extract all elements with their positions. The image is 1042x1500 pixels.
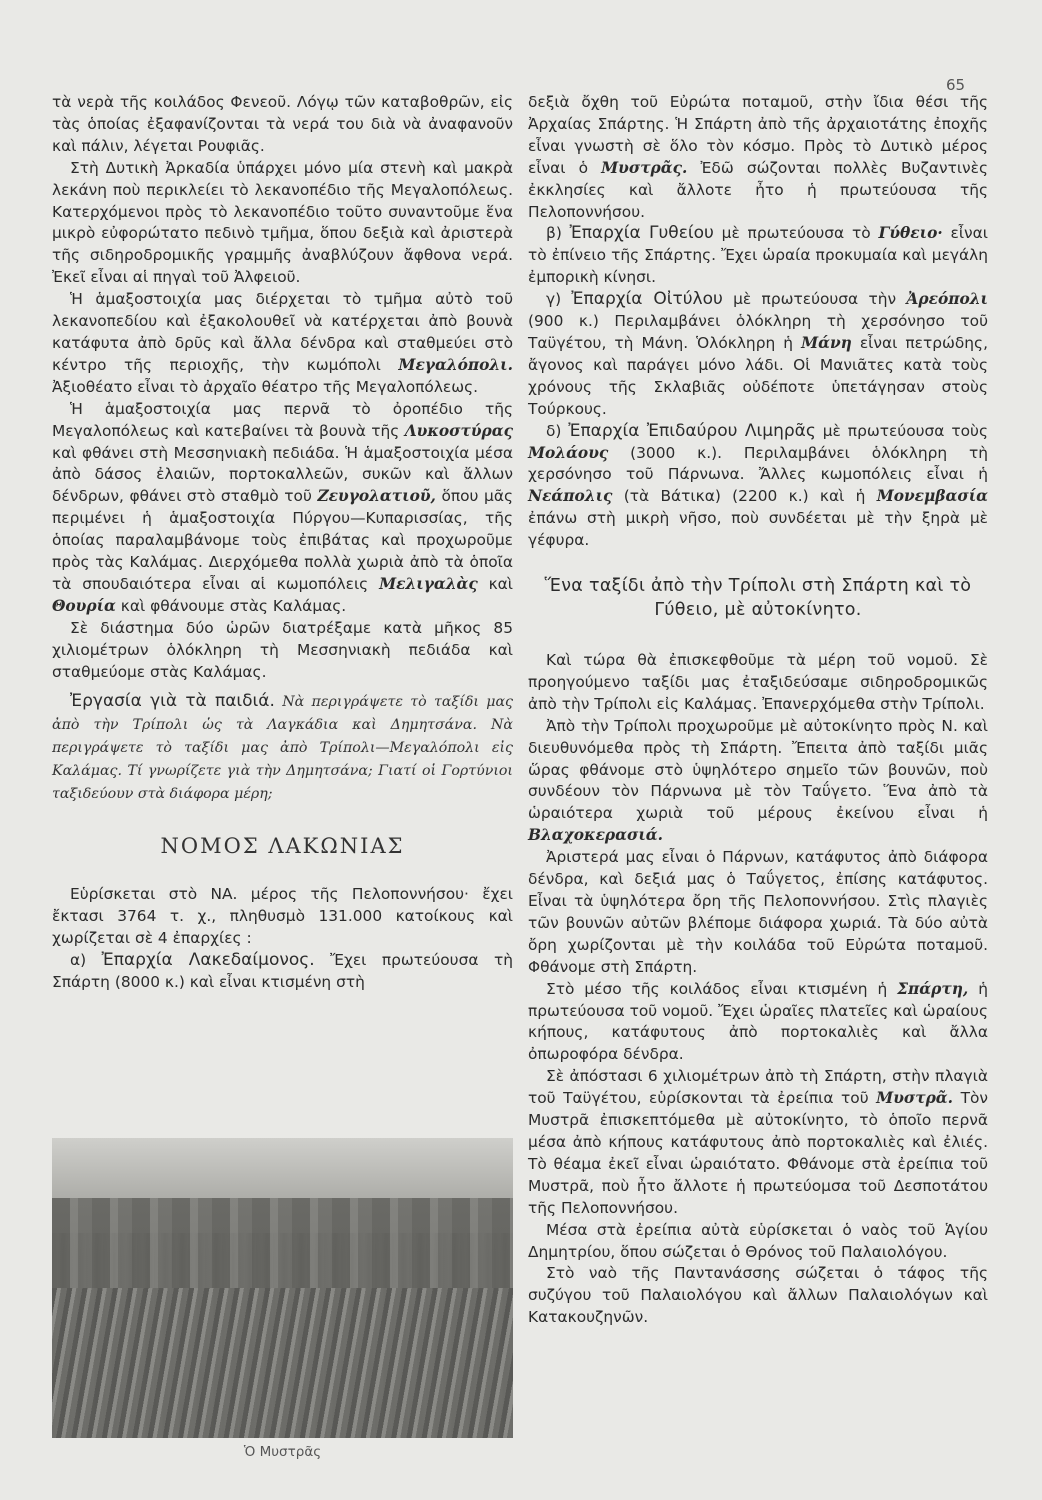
paragraph: γ) Ἐπαρχία Οἰτύλου μὲ πρωτεύουσα τὴν Ἀρεόπολι (900 κ.) Περιλαμβάνει ὁλόκληρη τὴ χερσόνησο τοῦ Ταϋγέτου, τὴ Μάνη. Ὁλόκληρη ἡ Μάνη εἶναι πετρώδης, ἄγονος καὶ παράγει μόνο λάδι. Οἱ Μανιᾶτες κατὰ τοὺς χρόνους τῆς Σκλαβιᾶς οὐδέποτε ὑπετάγησαν στοὺς Τούρκους. bbox=[528, 289, 988, 418]
place-name: Μυστρᾶς. bbox=[601, 158, 688, 177]
place-name: Μολάους bbox=[528, 443, 609, 462]
place-name: Θουρία bbox=[52, 596, 116, 615]
place-name: Μονεμβασία bbox=[876, 487, 988, 506]
place-name: Μελιγαλὰς bbox=[379, 574, 478, 593]
paragraph: Ἀριστερά μας εἶναι ὁ Πάρνων, κατάφυτος ἀπὸ διάφορα δένδρα, καὶ δεξιά μας ὁ Ταΰγετος, ἐπίσης κατάφυτος. Εἶναι τὰ ὑψηλότερα ὄρη τῆς Πελοποννήσου. Στὶς πλαγιὲς τῶν βουνῶν αὐτῶν βλέπομε διάφορα χωριά. Τὰ δύο αὐτὰ ὄρη χωρίζονται μὲ τὴν κοιλάδα τοῦ Εὐρώτα ποταμοῦ. Φθάνομε στὴ Σπάρτη. bbox=[528, 848, 988, 976]
left-column bbox=[52, 92, 513, 993]
paragraph: Σὲ διάστημα δύο ὡρῶν διατρέξαμε κατὰ μῆκος 85 χιλιομέτρων ὁλόκληρη τὴ Μεσσηνιακὴ πεδιάδα καὶ σταθμεύομε στὰς Καλάμας. bbox=[52, 618, 513, 681]
place-name: Μεγαλόπολι. bbox=[398, 355, 513, 374]
paragraph: Στὸ ναὸ τῆς Παντανάσσης σώζεται ὁ τάφος τῆς συζύγου τοῦ Παλαιολόγου καὶ ἄλλων Παλαιολόγων καὶ Κατακουζηνῶν. bbox=[528, 1264, 988, 1327]
paragraph: Στὴ Δυτικὴ Ἀρκαδία ὑπάρχει μόνο μία στενὴ καὶ μακρὰ λεκάνη ποὺ περικλείει τὸ λεκανοπέδιο τῆς Μεγαλοπόλεως. Κατερχόμενοι πρὸς τὸ λεκανοπέδιο τοῦτο συναντοῦμε ἕνα μικρὸ εὐφορώτατο πεδινὸ τμῆμα, ὅπου δεξιὰ καὶ ἀριστερὰ τῆς σιδηροδρομικῆς γραμμῆς ἀναβλύζουν ἄφθονα νερά. Ἐκεῖ εἶναι αἱ πηγαὶ τοῦ Ἀλφειοῦ. bbox=[52, 158, 513, 287]
paragraph: Σὲ ἀπόστασι 6 χιλιομέτρων ἀπὸ τὴ Σπάρτη, στὴν πλαγιὰ τοῦ Ταϋγέτου, εὑρίσκονται τὰ ἐρείπια τοῦ Μυστρᾶ. Τὸν Μυστρᾶ ἐπισκεπτόμεθα μὲ αὐτοκίνητο, τὸ ὁποῖο περνᾶ μέσα ἀπὸ κήπους κατάφυτους ἀπὸ πορτοκαλιὲς καὶ ἐλιές. Τὸ θέαμα ἐκεῖ εἶναι ὡραιότατο. Φθάνομε στὰ ἐρείπια τοῦ Μυστρᾶ, ποὺ ἦτο ἄλλοτε ἡ πρωτεύομσα τοῦ Δεσποτάτου τῆς Πελοποννήσου. bbox=[528, 1067, 988, 1217]
paragraph: Μέσα στὰ ἐρείπια αὐτὰ εὑρίσκεται ὁ ναὸς τοῦ Ἁγίου Δημητρίου, ὅπου σώζεται ὁ Θρόνος τοῦ Παλαιολόγου. bbox=[528, 1220, 988, 1261]
province-name: Ἐπαρχία Ἐπιδαύρου Λιμηρᾶς bbox=[568, 420, 816, 441]
page-number: 65 bbox=[946, 76, 966, 94]
place-name: Γύθειο· bbox=[878, 224, 943, 243]
place-name: Λυκοστύρας bbox=[404, 421, 513, 440]
paragraph: Εὑρίσκεται στὸ ΝΑ. μέρος τῆς Πελοποννήσου· ἔχει ἔκτασι 3764 τ. χ., πληθυσμὸ 131.000 κατοίκους καὶ χωρίζεται σὲ 4 ἐπαρχίες : bbox=[52, 884, 513, 947]
exercise-title: Ἐργασία γιὰ τὰ παιδιά. bbox=[70, 691, 275, 712]
paragraph: β) Ἐπαρχία Γυθείου μὲ πρωτεύουσα τὸ Γύθειο· εἶναι τὸ ἐπίνειο τῆς Σπάρτης. Ἔχει ὡραία προκυμαία καὶ μεγάλη ἐμπορικὴ κίνησι. bbox=[528, 223, 989, 287]
section-heading: ΝΟΜΟΣ ΛΑΚΩΝΙΑΣ bbox=[160, 834, 405, 858]
exercise-body: Νὰ περιγράψετε τὸ ταξίδι μας ἀπὸ τὴν Τρίπολι ὡς τὰ Λαγκάδια καὶ Δημητσάνα. Νὰ περιγράψετε τὸ ταξίδι μας ἀπὸ Τρίπολι—Μεγαλόπολι εἰς Καλάμας. Τί γνωρίζετε γιὰ τὴν Δημητσάνα; Γιατί οἱ Γορτύνιοι ταξιδεύουν στὰ διάφορα μέρη; bbox=[52, 694, 513, 803]
paragraph: Στὸ μέσο τῆς κοιλάδος εἶναι κτισμένη ἡ Σπάρτη, ἡ πρωτεύουσα τοῦ νομοῦ. Ἔχει ὡραῖες πλατεῖες καὶ ὡραίους κήπους, κατάφυτους ἀπὸ πορτοκαλιὲς καὶ ἄλλα ὀπωροφόρα δένδρα. bbox=[528, 979, 988, 1064]
province-name: Ἐπαρχία Οἰτύλου bbox=[571, 289, 723, 310]
place-name: Νεάπολις bbox=[528, 487, 613, 506]
paragraph: δ) Ἐπαρχία Ἐπιδαύρου Λιμηρᾶς μὲ πρωτεύουσα τοὺς Μολάους (3000 κ.). Περιλαμβάνει ὁλόκληρη τὴ χερσόνησο τοῦ Πάρνωνα. Ἄλλες κωμοπόλεις εἶναι ἡ Νεάπολις (τὰ Βάτικα) (2200 κ.) καὶ ἡ Μονεμβασία ἐπάνω στὴ μικρὴ νῆσο, ποὺ συνδέεται μὲ τὴν ξηρὰ μὲ γέφυρα. bbox=[528, 420, 988, 550]
place-name: Βλαχοκερασιά. bbox=[528, 826, 663, 845]
place-name: Ζευγολατιοῦ, bbox=[317, 487, 436, 506]
photo-caption: Ὁ Μυστρᾶς bbox=[243, 1444, 322, 1460]
mystras-photo bbox=[52, 1138, 513, 1438]
paragraph: α) Ἐπαρχία Λακεδαίμονος. Ἔχει πρωτεύουσα τὴ Σπάρτη (8000 κ.) καὶ εἶναι κτισμένη στὴ bbox=[52, 949, 513, 991]
place-name: Σπάρτη, bbox=[897, 979, 969, 998]
paragraph: τὰ νερὰ τῆς κοιλάδος Φενεοῦ. Λόγῳ τῶν καταβοθρῶν, εἰς τὰς ὁποίας ἐξαφανίζονται τὰ νερά του διὰ νὰ ἀναφανοῦν καὶ πάλιν, λέγεται Ρουφιᾶς. bbox=[52, 93, 513, 155]
place-name: Ἀρεόπολι bbox=[906, 290, 988, 309]
province-name: Ἐπαρχία Λακεδαίμονος. bbox=[101, 949, 315, 970]
paragraph: Καὶ τώρα θὰ ἐπισκεφθοῦμε τὰ μέρη τοῦ νομοῦ. Σὲ προηγούμενο ταξίδι μας ἐταξιδεύσαμε σιδηροδρομικῶς ἀπὸ τὴν Τρίπολι εἰς Καλάμας. Ἐπανερχόμεθα στὴν Τρίπολι. bbox=[528, 651, 988, 713]
paragraph: Ἀπὸ τὴν Τρίπολι προχωροῦμε μὲ αὐτοκίνητο πρὸς Ν. καὶ διευθυνόμεθα πρὸς τὴ Σπάρτη. Ἔπειτα ἀπὸ ταξίδι μιᾶς ὥρας φθάνομε στὸ ὑψηλότερο σημεῖο τῶν βουνῶν, ποὺ συνδέουν τὸν Πάρνωνα μὲ τὸν Ταΰγετο. Ἕνα ἀπὸ τὰ ὡραιότερα χωριὰ τοῦ μέρους ἐκείνου εἶναι ἡ Βλαχοκερασιά. bbox=[528, 716, 988, 845]
paragraph: δεξιὰ ὄχθη τοῦ Εὐρώτα ποταμοῦ, στὴν ἴδια θέσι τῆς Ἀρχαίας Σπάρτης. Ἡ Σπάρτη ἀπὸ τῆς ἀρχαιοτάτης ἐποχῆς εἶναι γνωστὴ σὲ ὅλο τὸν κόσμο. Πρὸς τὸ Δυτικὸ μέρος εἶναι ὁ Μυστρᾶς. Ἐδῶ σώζονται πολλὲς Βυζαντινὲς ἐκκλησίες καὶ ἄλλοτε ἦτο ἡ πρωτεύουσα τῆς Πελοποννήσου. bbox=[528, 93, 988, 221]
right-column bbox=[528, 92, 988, 1329]
exercise bbox=[52, 691, 513, 806]
paragraph: Ἡ ἁμαξοστοιχία μας διέρχεται τὸ τμῆμα αὐτὸ τοῦ λεκανοπεδίου καὶ ἐξακολουθεῖ νὰ κατέρχεται ἀπὸ βουνὰ κατάφυτα ἀπὸ δρῦς καὶ ἄλλα δένδρα καὶ σταθμεύει στὸ κέντρο τῆς περιοχῆς, τὴν κωμόπολι Μεγαλόπολι. Ἀξιοθέατο εἶναι τὸ ἀρχαῖο θέατρο τῆς Μεγαλοπόλεως. bbox=[52, 290, 513, 396]
place-name: Μάνη bbox=[801, 333, 852, 352]
province-name: Ἐπαρχία Γυθείου bbox=[569, 223, 714, 244]
paragraph: Ἡ ἁμαξοστοιχία μας περνᾶ τὸ ὀροπέδιο τῆς Μεγαλοπόλεως καὶ κατεβαίνει τὰ βουνὰ τῆς Λυκοστύρας καὶ φθάνει στὴ Μεσσηνιακὴ πεδιάδα. Ἡ ἁμαξοστοιχία μέσα ἀπὸ δάσος ἐλαιῶν, πορτοκαλλεῶν, συκῶν καὶ ἄλλων δένδρων, φθάνει στὸ σταθμὸ τοῦ Ζευγολατιοῦ, ὅπου μᾶς περιμένει ἡ ἁμαξοστοιχία Πύργου—Κυπαρισσίας, τῆς ὁποίας παραλαμβάνομε τοὺς ἐπιβάτας καὶ προχωροῦμε πρὸς τὰς Καλάμας. Διερχόμεθα πολλὰ χωριὰ ἀπὸ τὰ ὁποῖα τὰ σπουδαιότερα εἶναι αἱ κωμοπόλεις Μελιγαλὰς καὶ Θουρία καὶ φθάνουμε στὰς Καλάμας. bbox=[52, 399, 513, 615]
trip-heading: Ἕνα ταξίδι ἀπὸ τὴν Τρίπολι στὴ Σπάρτη καὶ τὸ Γύθειο, μὲ αὐτοκίνητο. bbox=[544, 576, 972, 621]
place-name: Μυστρᾶ. bbox=[876, 1089, 954, 1108]
